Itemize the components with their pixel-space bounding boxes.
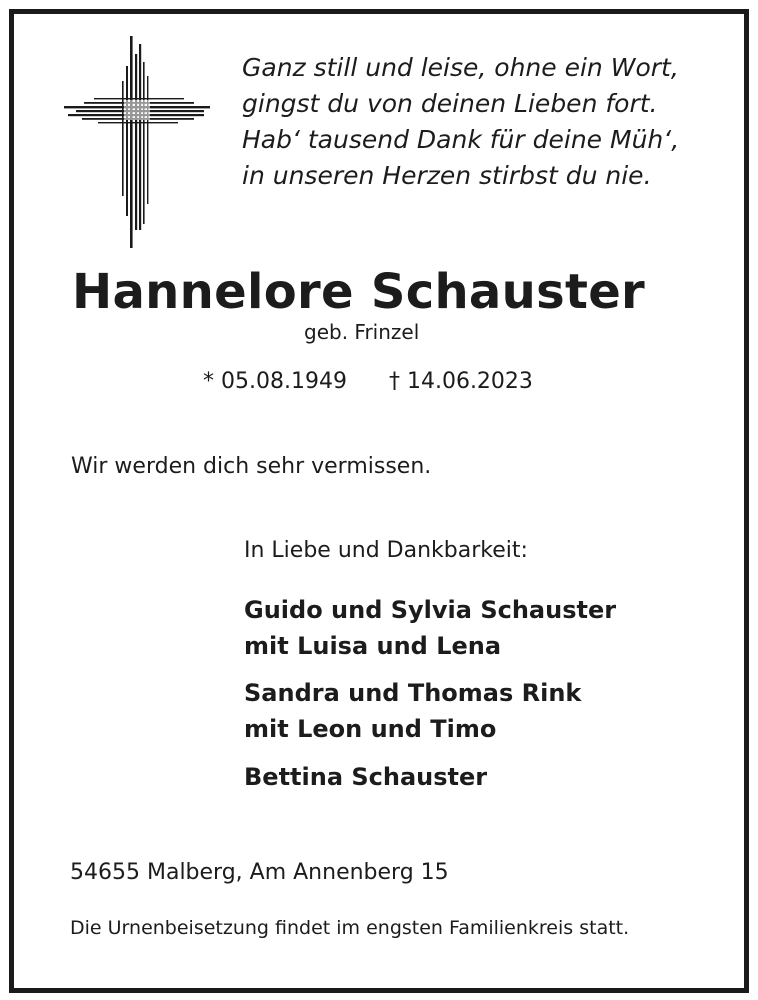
mourners-intro: In Liebe und Dankbarkeit: [244, 538, 528, 563]
poem-line: gingst du von deinen Lieben fort. [242, 89, 658, 118]
death-date: † 14.06.2023 [388, 369, 533, 394]
cross-icon [64, 36, 210, 248]
deceased-name: Hannelore Schauster [72, 264, 646, 320]
life-dates [203, 369, 533, 394]
farewell-message: Wir werden dich sehr vermissen. [71, 454, 432, 479]
mourner-line: Bettina Schauster [244, 763, 488, 791]
mourner-line: mit Luisa und Lena [244, 632, 502, 660]
obituary-notice [9, 9, 749, 993]
poem-line: Ganz still und leise, ohne ein Wort, [242, 53, 679, 82]
maiden-name: geb. Frinzel [304, 320, 420, 344]
mourner-line: Guido und Sylvia Schauster [244, 596, 617, 624]
mourner-line: mit Leon und Timo [244, 715, 497, 743]
poem-line: in unseren Herzen stirbst du nie. [242, 161, 652, 190]
birth-date: * 05.08.1949 [203, 369, 347, 394]
poem-line: Hab‘ tausend Dank für deine Müh‘, [242, 125, 680, 154]
mourner-line: Sandra und Thomas Rink [244, 679, 582, 707]
burial-note: Die Urnenbeisetzung findet im engsten Familienkreis statt. [70, 917, 630, 939]
address: 54655 Malberg, Am Annenberg 15 [70, 860, 449, 885]
